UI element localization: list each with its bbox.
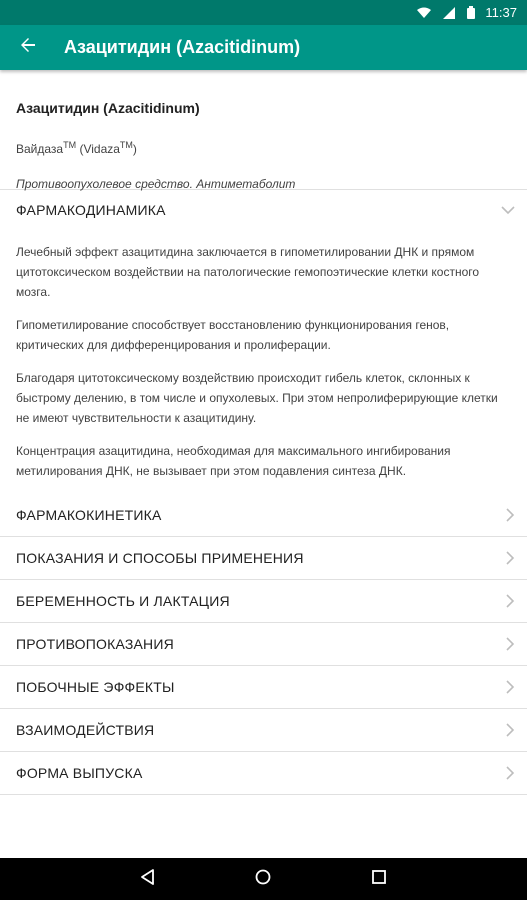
section-pharmacodynamics-header[interactable] xyxy=(0,190,527,230)
trade-name-text: Вайдаза xyxy=(16,142,64,156)
nav-home-button[interactable] xyxy=(243,858,283,900)
nav-recents-button[interactable] xyxy=(359,858,399,900)
back-button[interactable] xyxy=(0,25,56,70)
back-triangle-icon xyxy=(140,869,156,890)
app-bar xyxy=(0,25,527,70)
trade-name-latin: (Vidaza xyxy=(76,142,120,156)
drug-title: Азацитидин (Azacitidinum) xyxy=(16,100,200,116)
paragraph: Концентрация азацитидина, необходимая для максимального ингибирования метилирования ДНК, не вызывает при этом подавления синтеза ДНК. xyxy=(16,444,451,478)
clock-text: 11:37 xyxy=(485,5,517,20)
chevron-right-icon xyxy=(505,508,515,522)
section-label: ФАРМАКОДИНАМИКА xyxy=(16,202,166,218)
paragraph: Гипометилирование способствует восстановлению функционирования генов, критических для дифференцирования и пролиферации. xyxy=(16,318,450,352)
chevron-right-icon xyxy=(505,551,515,565)
section-indications[interactable] xyxy=(0,537,527,580)
paragraph: Благодаря цитотоксическому воздействию происходит гибель клеток, склонных к быстрому делению, в том числе и опухолевых. При этом непролиферирующие клетки не имеют чувствительности к азацитидину. xyxy=(16,371,498,425)
wifi-icon xyxy=(417,7,431,19)
trademark-mark: TM xyxy=(63,140,77,150)
section-pharmacokinetics[interactable] xyxy=(0,494,527,537)
chevron-right-icon xyxy=(505,766,515,780)
drug-header xyxy=(0,70,527,190)
drug-content[interactable] xyxy=(0,70,527,858)
page-title: Азацитидин (Azacitidinum) xyxy=(64,37,301,57)
battery-icon xyxy=(467,6,475,19)
pharmacological-group: Противоопухолевое средство. Антиметаболит xyxy=(16,177,296,191)
trade-name-close: ) xyxy=(132,142,137,156)
section-label: ФАРМАКОКИНЕТИКА xyxy=(16,507,162,523)
chevron-right-icon xyxy=(505,723,515,737)
section-label: ПРОТИВОПОКАЗАНИЯ xyxy=(16,636,174,652)
section-contraindications[interactable] xyxy=(0,623,527,666)
section-label: ВЗАИМОДЕЙСТВИЯ xyxy=(16,722,155,738)
section-release-form[interactable] xyxy=(0,752,527,795)
chevron-down-icon xyxy=(501,205,515,215)
arrow-back-icon xyxy=(20,37,36,58)
status-bar xyxy=(0,0,527,25)
signal-icon xyxy=(443,7,455,19)
chevron-right-icon xyxy=(505,680,515,694)
section-side-effects[interactable] xyxy=(0,666,527,709)
section-label: ФОРМА ВЫПУСКА xyxy=(16,765,143,781)
section-pharmacodynamics-body xyxy=(0,242,527,481)
trade-name xyxy=(16,140,511,156)
section-interactions[interactable] xyxy=(0,709,527,752)
section-label: ПОКАЗАНИЯ И СПОСОБЫ ПРИМЕНЕНИЯ xyxy=(16,550,304,566)
system-nav-bar xyxy=(0,858,527,900)
trademark-mark-latin: TM xyxy=(119,140,133,150)
section-label: БЕРЕМЕННОСТЬ И ЛАКТАЦИЯ xyxy=(16,593,230,609)
chevron-right-icon xyxy=(505,594,515,608)
paragraph: Лечебный эффект азацитидина заключается в гипометилировании ДНК и прямом цитотоксическом воздействии на патологические гемопоэтические клетки костного мозга. xyxy=(16,245,480,299)
section-pregnancy[interactable] xyxy=(0,580,527,623)
home-circle-icon xyxy=(255,869,271,890)
nav-back-button[interactable] xyxy=(128,858,168,900)
recents-square-icon xyxy=(372,870,386,889)
section-label: ПОБОЧНЫЕ ЭФФЕКТЫ xyxy=(16,679,175,695)
chevron-right-icon xyxy=(505,637,515,651)
